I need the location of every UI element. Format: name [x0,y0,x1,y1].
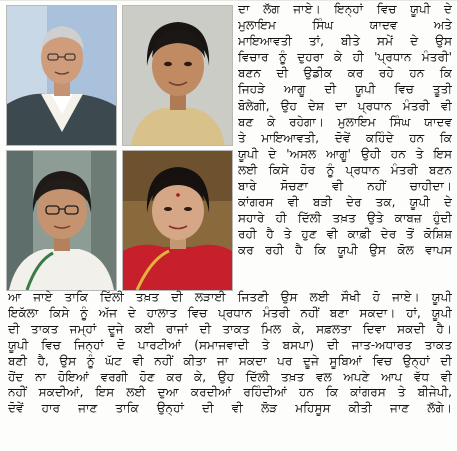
article-line: ਕਰ ਰਹੀ ਹੈ ਕਿ ਯੂਪੀ ਉਸ ਕੋਲ ਵਾਪਸ [238,243,452,258]
politician-photo-3 [6,150,117,291]
article-line: ਬੋਲੇਗੀ, ਉਹ ਦੇਸ਼ ਦਾ ਪ੍ਰਧਾਨ ਮੰਤਰੀ ਵੀ [238,98,452,113]
article-line: ਮੁਲਾਇਮ ਸਿੰਘ ਯਾਦਵ ਅਤੇ [238,18,452,33]
article-line: ਬਣਨ ਦੀ ਉਡੀਕ ਕਰ ਰਹੇ ਹਨ ਕਿ [238,66,452,81]
article-line: ਤੇ ਮਾਇਆਵਤੀ, ਦੋਵੇਂ ਕਹਿੰਦੇ ਹਨ ਕਿ [238,130,452,145]
article-line: ਦਾ ਲੱਗ ਜਾਏ। ਇਨ੍ਹਾਂ ਵਿਚ ਯੂਪੀ ਦੇ [238,2,452,16]
article-line: ਕਾਂਗਰਸ ਵੀ ਬੜੀ ਦੇਰ ਤਕ, ਯੂਪੀ ਦੇ [238,195,452,210]
article-text-right-column [238,1,452,290]
article-line: ਬਾਰੇ ਸੋਚਣਾ ਵੀ ਨਹੀਂ ਚਾਹੀਦਾ। [238,179,452,194]
article-line: ਜਿਹੜੇ ਆਗੂ ਦੀ ਯੂਪੀ ਵਿਚ ਤੂਤੀ [238,82,452,97]
article-line: ਨਹੀਂ ਸਕਦੀਆਂ, ਇਸ ਲਈ ਦੁਆ ਕਰਦੀਆਂ ਰਹਿੰਦੀਆਂ ਹਨ ਕਿ ਕਾਂਗਰਸ ਤੇ ਬੀਜੇਪੀ, [8,385,452,400]
article-line: ਆ ਜਾਏ ਤਾਕਿ ਦਿੱਲੀ ਤਖ਼ਤ ਦੀ ਲੜਾਈ ਜਿਤਣੀ ਉਸ ਲਈ ਸੌਖੀ ਹੋ ਜਾਏ। ਯੂਪੀ [8,290,452,304]
article-line: ਯੂਪੀ ਵਿਚ ਜਿਨ੍ਹਾਂ ਦੋ ਪਾਰਟੀਆਂ (ਸਮਾਜਵਾਦੀ ਤੇ ਬਸਪਾ) ਦੀ ਜਾਤ-ਅਧਾਰਤ ਤਾਕਤ [8,337,452,352]
politician-photo-1 [6,5,117,146]
article-line: ਬਣੀ ਹੈ, ਉਸ ਨੂੰ ਘੱਟ ਵੀ ਨਹੀਂ ਕੀਤਾ ਜਾ ਸਕਦਾ ਪਰ ਦੂਜੇ ਸੂਬਿਆਂ ਵਿਚ ਉਨ੍ਹਾਂ ਦੀ [8,353,452,368]
article-line: ਇਕੱਲਾ ਕਿਸੇ ਨੂੰ ਅੱਜ ਦੇ ਹਾਲਾਤ ਵਿਚ ਪ੍ਰਧਾਨ ਮੰਤਰੀ ਨਹੀਂ ਬਣਾ ਸਕਦਾ। ਹਾਂ, ਯੂਪੀ [8,305,452,320]
article-line: ਦੋਵੇਂ ਹਾਰ ਜਾਣ ਤਾਕਿ ਉਨ੍ਹਾਂ ਦੀ ਵੀ ਲੋੜ ਮਹਿਸੂਸ ਕੀਤੀ ਜਾਣ ਲੱਗੇ। [8,401,452,416]
article-line: ਰਹੀ ਹੈ ਤੇ ਹੁਣ ਵੀ ਕਾਫ਼ੀ ਦੇਰ ਤੋਂ ਕੋਸ਼ਿਸ਼ [238,227,452,242]
article-line: ਹੋਂਦ ਨਾ ਹੋਇਆਂ ਵਰਗੀ ਹੋਣ ਕਰ ਕੇ, ਉਹ ਦਿੱਲੀ ਤਖ਼ਤ ਵਲ ਅਪਣੇ ਆਪ ਵੱਧ ਵੀ [8,369,452,384]
photo-grid [6,5,232,287]
article-line: ਬਣ ਕੇ ਰਹੇਗਾ। ਮੁਲਾਇਮ ਸਿੰਘ ਯਾਦਵ [238,114,452,129]
article-line: ਯੂਪੀ ਦੇ 'ਅਸਲ ਆਗੂ' ਉਹੀ ਹਨ ਤੇ ਇਸ [238,146,452,161]
article-line: ਵਿਚਾਰ ਨੂੰ ਦੁਹਰਾ ਕੇ ਹੀ 'ਪ੍ਰਧਾਨ ਮੰਤਰੀ' [238,50,452,65]
article-line: ਦੀ ਤਾਕਤ ਜਮ੍ਹਾਂ ਦੂਜੇ ਕਈ ਰਾਜਾਂ ਦੀ ਤਾਕਤ ਮਿਲ ਕੇ, ਸਫ਼ਲਤਾ ਦਿਵਾ ਸਕਦੀ ਹੈ। [8,321,452,336]
article-text-full-width [8,290,452,450]
article-line: ਮਾਇਆਵਤੀ ਤਾਂ, ਬੀਤੇ ਸਮੇਂ ਦੇ ਉਸ [238,34,452,49]
politician-photo-2 [122,5,233,146]
article-line: ਸਹਾਰੇ ਹੀ ਦਿੱਲੀ ਤਖ਼ਤ ਉਤੇ ਕਾਬਜ਼ ਹੁੰਦੀ [238,211,452,226]
politician-photo-4 [122,150,233,291]
article-line: ਲਈ ਕਿਸੇ ਹੋਰ ਨੂੰ ਪ੍ਰਧਾਨ ਮੰਤਰੀ ਬਣਨ [238,162,452,177]
